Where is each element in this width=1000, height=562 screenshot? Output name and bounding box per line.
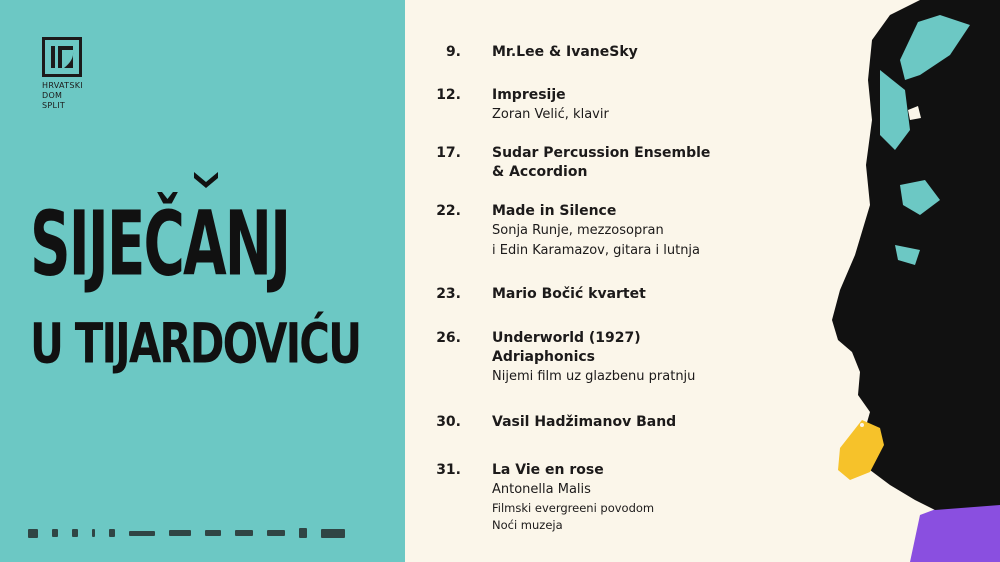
event-name: & Accordion bbox=[492, 164, 588, 180]
sponsor-logo bbox=[235, 530, 253, 536]
sponsor-logo bbox=[109, 529, 115, 537]
event-subtitle: Sonja Runje, mezzosopran bbox=[492, 223, 664, 238]
event-subtitle: Nijemi film uz glazbenu pratnju bbox=[492, 369, 696, 384]
sponsor-logo bbox=[267, 530, 285, 536]
event-name: La Vie en rose bbox=[492, 462, 604, 478]
event-day: 30. bbox=[436, 414, 461, 430]
logo-line: HRVATSKI bbox=[42, 81, 83, 90]
event-name: Mario Bočić kvartet bbox=[492, 286, 646, 302]
event-name: Underworld (1927) bbox=[492, 330, 641, 346]
event-day: 22. bbox=[436, 203, 461, 219]
hrvatski-dom-logo-icon bbox=[42, 37, 82, 77]
sponsor-logo bbox=[72, 529, 78, 537]
event-name: Adriaphonics bbox=[492, 349, 596, 365]
logo-line: SPLIT bbox=[42, 101, 66, 110]
sponsor-logo bbox=[52, 529, 58, 537]
logo-text bbox=[42, 81, 83, 111]
title-caron-accent bbox=[192, 170, 220, 190]
sponsor-logo bbox=[92, 529, 95, 537]
profile-face-illustration bbox=[800, 0, 1000, 562]
event-note: Noći muzeja bbox=[492, 518, 563, 532]
event-day: 26. bbox=[436, 330, 461, 346]
event-name: Made in Silence bbox=[492, 203, 617, 219]
event-name: Mr.Lee & IvaneSky bbox=[492, 44, 638, 60]
logo-line: DOM bbox=[42, 91, 63, 100]
event-day: 31. bbox=[436, 462, 461, 478]
sponsor-logo bbox=[169, 530, 191, 536]
event-note: Filmski evergreeni povodom bbox=[492, 501, 655, 515]
title-line-1: SIJEČANJ bbox=[30, 192, 290, 296]
event-day: 9. bbox=[445, 44, 461, 60]
event-day: 12. bbox=[436, 87, 461, 103]
sponsor-logo bbox=[299, 528, 307, 538]
event-day: 17. bbox=[436, 145, 461, 161]
left-panel bbox=[0, 0, 405, 562]
right-panel bbox=[405, 0, 1000, 562]
sponsor-logo bbox=[205, 530, 221, 536]
event-subtitle: i Edin Karamazov, gitara i lutnja bbox=[492, 243, 701, 258]
sponsor-logo bbox=[129, 531, 155, 536]
event-name: Vasil Hadžimanov Band bbox=[492, 414, 677, 430]
title-line-2: U TIJARDOVIĆU bbox=[30, 312, 361, 376]
event-name: Sudar Percussion Ensemble bbox=[492, 145, 711, 161]
event-subtitle: Antonella Malis bbox=[492, 482, 591, 497]
event-name: Impresije bbox=[492, 87, 566, 103]
event-subtitle: Zoran Velić, klavir bbox=[492, 107, 609, 122]
sponsor-logo bbox=[321, 529, 345, 538]
event-day: 23. bbox=[436, 286, 461, 302]
sponsor-logos bbox=[28, 526, 388, 540]
sponsor-logo bbox=[28, 529, 38, 538]
